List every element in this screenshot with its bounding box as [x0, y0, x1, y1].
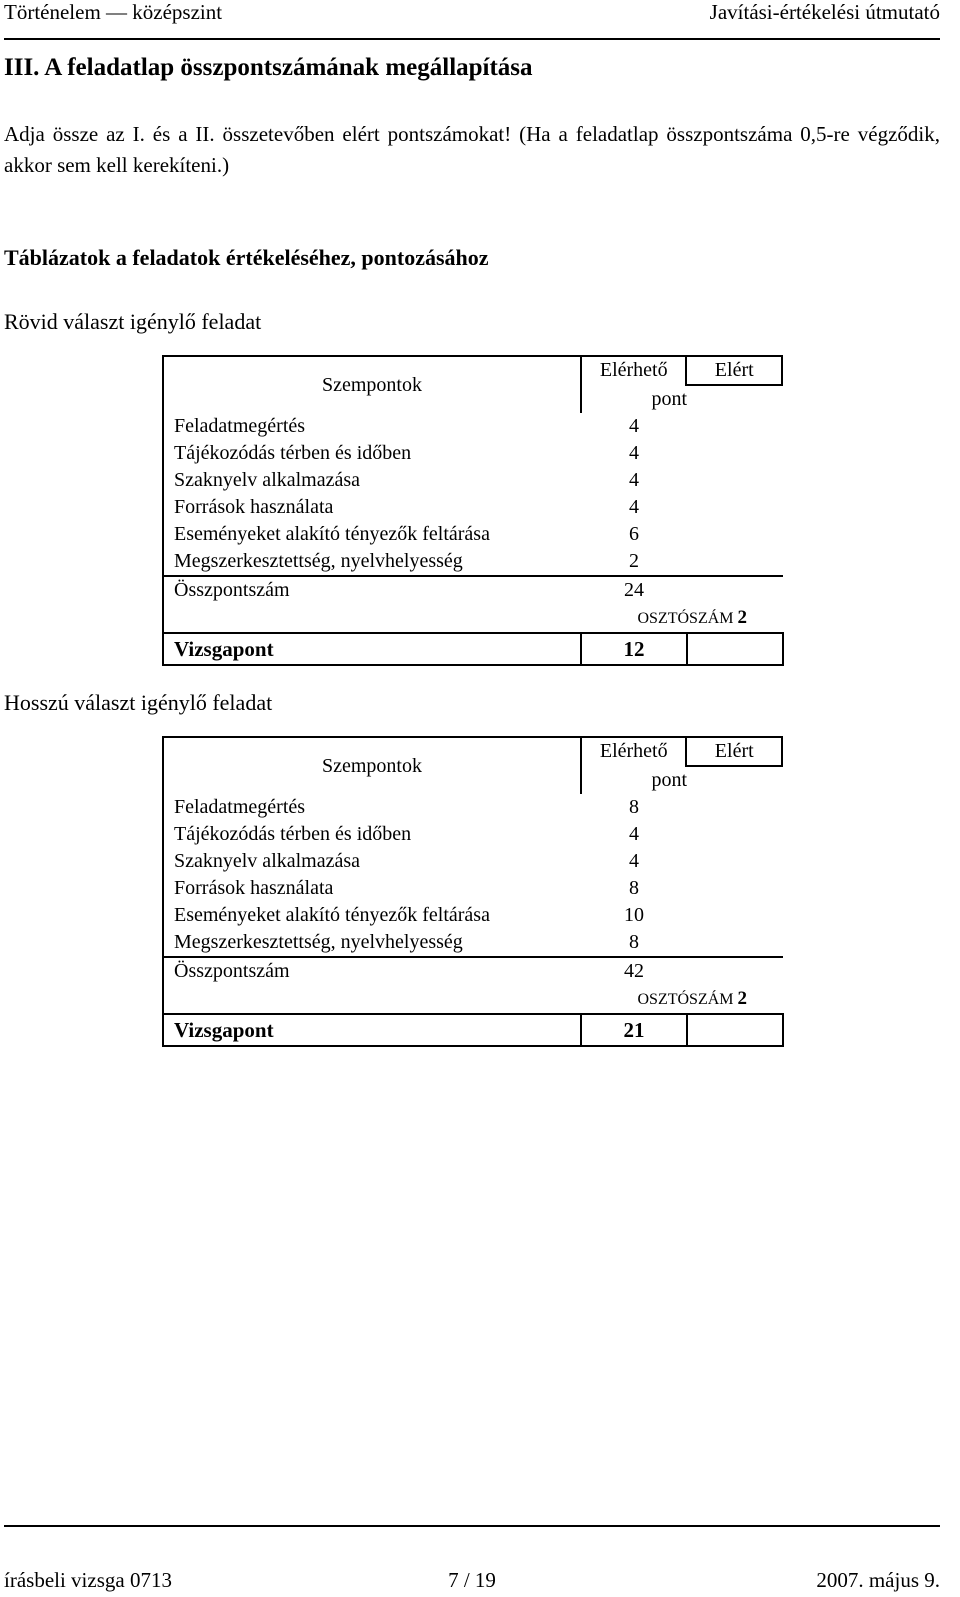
criteria-name: Megszerkesztettség, nyelvhelyesség — [163, 548, 581, 576]
criteria-name: Eseményeket alakító tényezők feltárása — [163, 902, 581, 929]
max-points: 8 — [629, 877, 639, 899]
max-points: 10 — [624, 904, 644, 926]
column-header-criteria: Szempontok — [163, 356, 581, 413]
max-points: 4 — [629, 496, 639, 518]
achieved-exam-points-field[interactable] — [687, 633, 783, 665]
divisor-label: OSZTÓSZÁM — [637, 991, 734, 1008]
footer-date: 2007. május 9. — [816, 1568, 940, 1592]
criteria-name: Források használata — [163, 494, 581, 521]
max-points: 2 — [629, 550, 639, 572]
total-points: 24 — [581, 576, 687, 604]
column-header-criteria: Szempontok — [163, 737, 581, 794]
max-points: 4 — [629, 415, 639, 437]
max-points: 6 — [629, 523, 639, 545]
criteria-name: Szaknyelv alkalmazása — [163, 848, 581, 875]
column-header-achieved: Elért — [714, 740, 754, 762]
total-label: Összpontszám — [163, 957, 581, 985]
max-points: 4 — [629, 469, 639, 491]
short-task-label: Rövid választ igénylő feladat — [4, 309, 262, 334]
criteria-name: Megszerkesztettség, nyelvhelyesség — [163, 929, 581, 957]
max-points: 8 — [629, 931, 639, 953]
column-header-achieved: Elért — [714, 359, 754, 381]
exam-points-value: 12 — [581, 633, 687, 665]
instructions-paragraph: Adja össze az I. és a II. összetevőben elért pontszámokat! (Ha a feladatlap összpontszáma 0,5-re végződik, akkor sem kell kerekíteni.) — [4, 122, 940, 177]
long-task-label: Hosszú választ igénylő feladat — [4, 690, 273, 715]
header-doc-type: Javítási-értékelési útmutató — [709, 0, 940, 24]
header-subject: Történelem — középszint — [4, 0, 223, 24]
criteria-name: Források használata — [163, 875, 581, 902]
section-title: III. A feladatlap összpontszámának megállapítása — [4, 54, 533, 81]
tables-title: Táblázatok a feladatok értékeléséhez, pontozásához — [4, 245, 489, 270]
column-header-max-points: Elérhető — [599, 740, 668, 762]
max-points: 8 — [629, 796, 639, 818]
criteria-name: Eseményeket alakító tényezők feltárása — [163, 521, 581, 548]
exam-points-label: Vizsgapont — [163, 1014, 581, 1046]
page-header — [4, 0, 940, 32]
criteria-name: Tájékozódás térben és időben — [163, 821, 581, 848]
divisor-value: 2 — [737, 607, 747, 628]
criteria-name: Szaknyelv alkalmazása — [163, 467, 581, 494]
column-header-points-word: pont — [651, 388, 687, 410]
column-header-max-points: Elérhető — [599, 359, 668, 381]
max-points: 4 — [629, 823, 639, 845]
divisor-value: 2 — [737, 988, 747, 1009]
footer-exam-code: írásbeli vizsga 0713 — [4, 1568, 172, 1592]
achieved-exam-points-field[interactable] — [687, 1014, 783, 1046]
footer-page-number: 7 / 19 — [448, 1568, 496, 1592]
criteria-name: Feladatmegértés — [163, 794, 581, 821]
exam-points-value: 21 — [581, 1014, 687, 1046]
header-divider — [4, 38, 940, 40]
footer-divider — [4, 1525, 940, 1527]
criteria-name: Tájékozódás térben és időben — [163, 440, 581, 467]
divisor-label: OSZTÓSZÁM — [637, 610, 734, 627]
exam-points-label: Vizsgapont — [163, 633, 581, 665]
short-task-table — [162, 355, 784, 666]
max-points: 4 — [629, 442, 639, 464]
total-points: 42 — [581, 957, 687, 985]
column-header-points-word: pont — [651, 769, 687, 791]
criteria-name: Feladatmegértés — [163, 413, 581, 440]
max-points: 4 — [629, 850, 639, 872]
long-task-table — [162, 736, 784, 1047]
total-label: Összpontszám — [163, 576, 581, 604]
